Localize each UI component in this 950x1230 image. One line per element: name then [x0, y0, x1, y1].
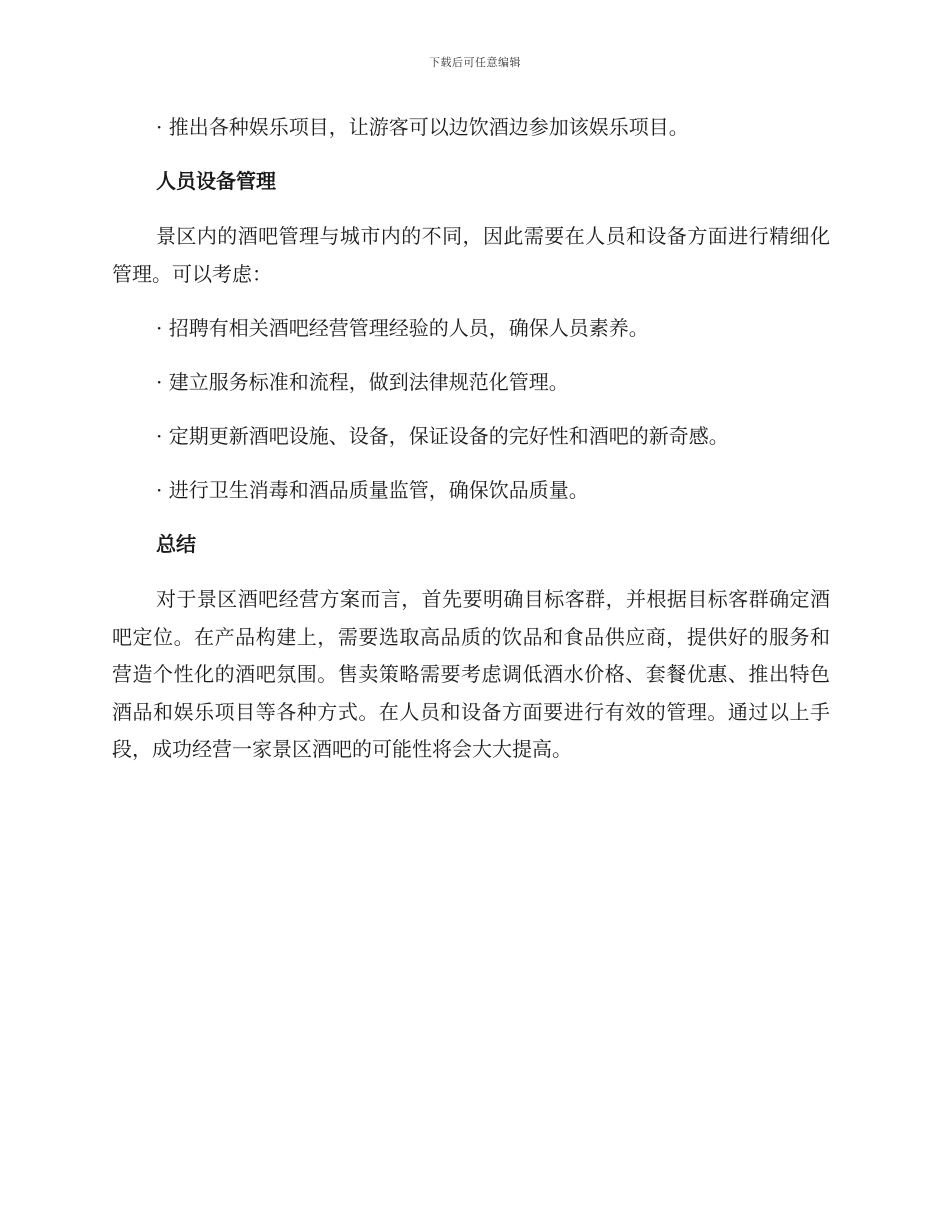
bullet-hygiene-quality: · 进行卫生消毒和酒品质量监管，确保饮品质量。	[156, 478, 589, 502]
heading-staff-equipment: 人员设备管理	[156, 169, 276, 193]
bullet-service-standards: · 建立服务标准和流程，做到法律规范化管理。	[156, 370, 569, 394]
bullet-update-facilities: · 定期更新酒吧设施、设备，保证设备的完好性和酒吧的新奇感。	[156, 424, 729, 448]
bullet-entertainment: · 推出各种娱乐项目，让游客可以边饮酒边参加该娱乐项目。	[156, 115, 689, 139]
paragraph-summary: 对于景区酒吧经营方案而言，首先要明确目标客群，并根据目标客群确定酒吧定位。在产品构建上，需要选取高品质的饮品和食品供应商，提供好的服务和营造个性化的酒吧氛围。售卖策略需要考虑调低酒水价格、套餐优惠、推出特色酒品和娱乐项目等各种方式。在人员和设备方面要进行有效的管理。通过以上手段，成功经营一家景区酒吧的可能性将会大大提高。	[112, 587, 830, 761]
bullet-hire-staff: · 招聘有相关酒吧经营管理经验的人员，确保人员素养。	[156, 316, 649, 340]
heading-summary: 总结	[156, 532, 196, 556]
document-body	[112, 110, 830, 787]
paragraph-staff-equipment: 景区内的酒吧管理与城市内的不同，因此需要在人员和设备方面进行精细化管理。可以考虑：	[112, 224, 830, 286]
page-header-note: 下载后可任意编辑	[429, 56, 521, 69]
